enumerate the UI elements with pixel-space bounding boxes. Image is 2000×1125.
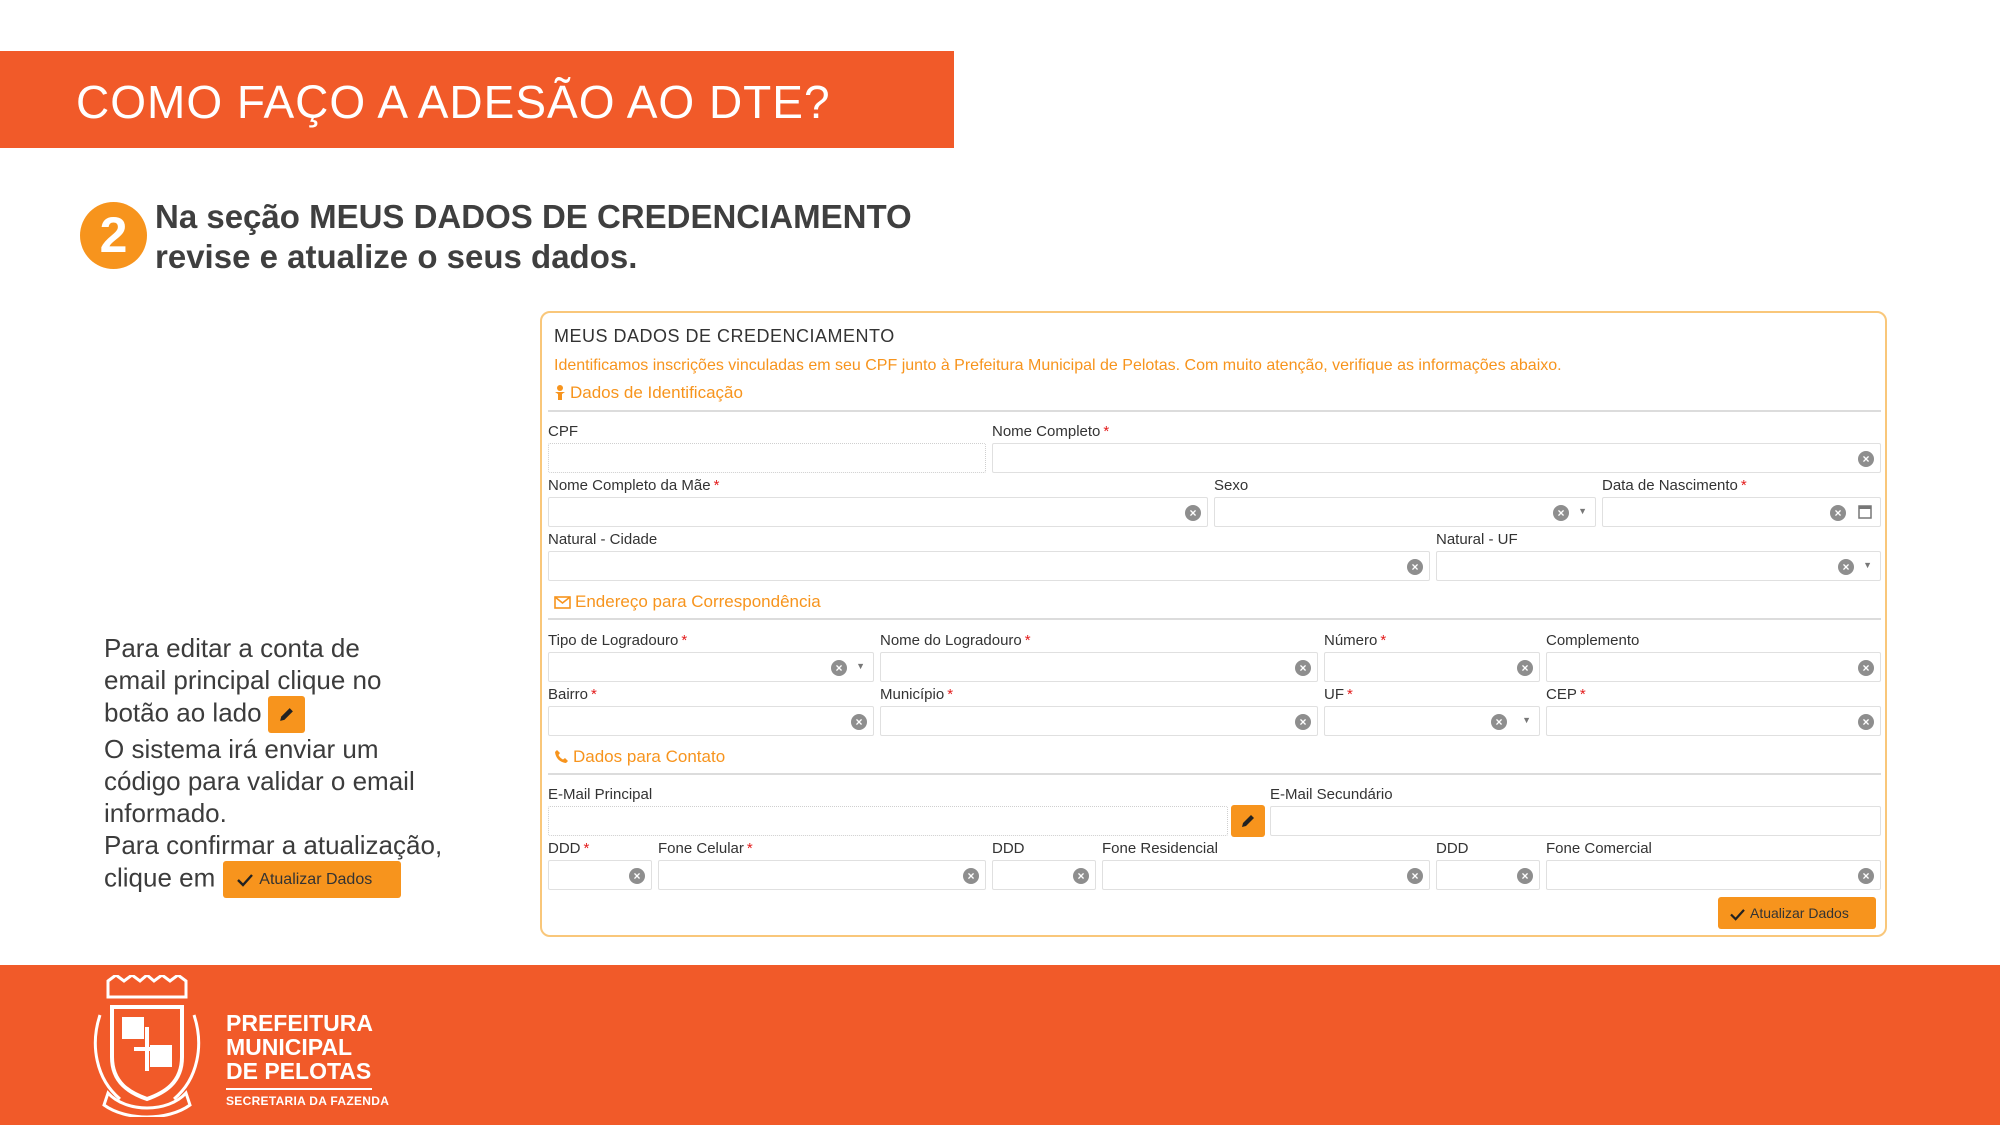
section-divider xyxy=(548,410,1881,412)
envelope-icon xyxy=(554,596,571,609)
clear-icon[interactable]: × xyxy=(1858,868,1874,884)
edit-email-button[interactable] xyxy=(1231,805,1265,837)
step-number-badge: 2 xyxy=(80,202,147,269)
calendar-icon xyxy=(1858,504,1872,519)
org-divider xyxy=(226,1088,372,1090)
phone-icon xyxy=(554,749,569,764)
email-secundario-input[interactable] xyxy=(1270,806,1881,836)
section-endereco-label: Endereço para Correspondência xyxy=(575,592,821,611)
instructions-line: O sistema irá enviar um xyxy=(104,734,379,764)
label-comercial: Fone Comercial xyxy=(1546,840,1652,857)
fone-comercial-input[interactable] xyxy=(1546,860,1881,890)
label-residencial: Fone Residencial xyxy=(1102,840,1218,857)
label-email-principal: E-Mail Principal xyxy=(548,786,653,803)
label-bairro: Bairro * xyxy=(548,686,597,703)
instructions-line: Para editar a conta de xyxy=(104,633,360,663)
step-line-2: revise e atualize o seus dados. xyxy=(155,238,638,275)
label-ddd-residencial: DDD xyxy=(992,840,1025,857)
ddd-residencial-input[interactable] xyxy=(992,860,1096,890)
label-logradouro: Nome do Logradouro * xyxy=(880,632,1031,649)
panel-info-text: Identificamos inscrições vinculadas em seu CPF junto à Prefeitura Municipal de Pelotas. Com muito atenção, verifique as informações abaixo. xyxy=(554,357,1562,374)
instructions xyxy=(104,632,504,898)
clear-icon[interactable]: × xyxy=(1517,868,1533,884)
nome-mae-input[interactable] xyxy=(548,497,1208,527)
label-cpf: CPF xyxy=(548,423,578,440)
clear-icon[interactable]: × xyxy=(1553,505,1569,521)
instructions-text: clique em xyxy=(104,862,216,893)
org-line-3: DE PELOTAS xyxy=(226,1058,372,1084)
org-line-2: MUNICIPAL xyxy=(226,1034,353,1060)
uf-select[interactable] xyxy=(1324,706,1540,736)
clear-icon[interactable]: × xyxy=(963,868,979,884)
fone-celular-input[interactable] xyxy=(658,860,986,890)
clear-icon[interactable]: × xyxy=(1830,505,1846,521)
label-tipo-logradouro: Tipo de Logradouro * xyxy=(548,632,688,649)
step-description xyxy=(155,197,912,277)
instructions-line: código para validar o email xyxy=(104,766,415,796)
section-endereco xyxy=(554,592,821,612)
clear-icon[interactable]: × xyxy=(1295,714,1311,730)
natural-cidade-input[interactable] xyxy=(548,551,1430,581)
instructions-line: email principal clique no xyxy=(104,665,382,695)
credentials-panel xyxy=(540,311,1887,937)
label-ddd-comercial: DDD xyxy=(1436,840,1469,857)
cep-input[interactable] xyxy=(1546,706,1881,736)
clear-icon[interactable]: × xyxy=(1407,559,1423,575)
user-icon xyxy=(554,385,566,400)
org-line-1: PREFEITURA xyxy=(226,1010,373,1036)
check-icon xyxy=(1730,908,1745,921)
label-uf: UF * xyxy=(1324,686,1353,703)
section-contato xyxy=(554,747,725,767)
pencil-icon xyxy=(268,696,305,733)
clear-icon[interactable]: × xyxy=(1491,714,1507,730)
instructions-line xyxy=(104,861,504,898)
label-uf-natural: Natural - UF xyxy=(1436,531,1518,548)
label-nascimento: Data de Nascimento * xyxy=(1602,477,1747,494)
label-cidade: Natural - Cidade xyxy=(548,531,658,548)
label-nome: Nome Completo * xyxy=(992,423,1110,440)
instructions-text: botão ao lado xyxy=(104,697,262,728)
label-municipio: Município * xyxy=(880,686,954,703)
clear-icon[interactable]: × xyxy=(1838,559,1854,575)
header-banner xyxy=(0,51,954,148)
clear-icon[interactable]: × xyxy=(1185,505,1201,521)
panel-title: MEUS DADOS DE CREDENCIAMENTO xyxy=(554,326,895,346)
caret-down-icon[interactable]: ▼ xyxy=(856,661,865,671)
section-divider xyxy=(548,773,1881,775)
instructions-line: informado. xyxy=(104,798,227,828)
ddd-comercial-input[interactable] xyxy=(1436,860,1540,890)
pencil-icon xyxy=(1240,813,1256,829)
section-identificacao-label: Dados de Identificação xyxy=(570,383,743,402)
label-sexo: Sexo xyxy=(1214,477,1249,494)
label-ddd-celular: DDD * xyxy=(548,840,590,857)
page-title: COMO FAÇO A ADESÃO AO DTE? xyxy=(76,76,831,128)
org-name xyxy=(226,1011,389,1108)
clear-icon[interactable]: × xyxy=(629,868,645,884)
clear-icon[interactable]: × xyxy=(1073,868,1089,884)
footer xyxy=(0,965,2000,1125)
update-data-label: Atualizar Dados xyxy=(1750,905,1849,921)
label-cep: CEP * xyxy=(1546,686,1586,703)
tipo-logradouro-select[interactable] xyxy=(548,652,874,682)
instructions-line xyxy=(104,696,504,733)
example-update-label: Atualizar Dados xyxy=(259,871,373,888)
section-divider xyxy=(548,618,1881,620)
clear-icon[interactable]: × xyxy=(1295,660,1311,676)
label-mae: Nome Completo da Mãe * xyxy=(548,477,720,494)
clear-icon[interactable]: × xyxy=(1858,451,1874,467)
caret-down-icon[interactable]: ▼ xyxy=(1578,506,1587,516)
caret-down-icon[interactable]: ▼ xyxy=(1863,560,1872,570)
clear-icon[interactable]: × xyxy=(1407,868,1423,884)
crest-logo xyxy=(86,975,208,1117)
complemento-input[interactable] xyxy=(1546,652,1881,682)
fone-residencial-input[interactable] xyxy=(1102,860,1430,890)
bairro-input[interactable] xyxy=(548,706,874,736)
sexo-select[interactable] xyxy=(1214,497,1596,527)
logradouro-input[interactable] xyxy=(880,652,1318,682)
caret-down-icon[interactable]: ▼ xyxy=(1522,715,1531,725)
cpf-input[interactable] xyxy=(548,443,986,473)
org-subtitle: SECRETARIA DA FAZENDA xyxy=(226,1094,390,1108)
ddd-celular-input[interactable] xyxy=(548,860,652,890)
check-icon xyxy=(237,873,253,887)
section-identificacao xyxy=(554,383,743,403)
label-celular: Fone Celular * xyxy=(658,840,753,857)
nome-completo-input[interactable] xyxy=(992,443,1881,473)
natural-uf-select[interactable] xyxy=(1436,551,1881,581)
clear-icon[interactable]: × xyxy=(1517,660,1533,676)
municipio-input[interactable] xyxy=(880,706,1318,736)
numero-input[interactable] xyxy=(1324,652,1540,682)
data-nascimento-input[interactable] xyxy=(1602,497,1881,527)
instructions-line: Para confirmar a atualização, xyxy=(104,830,443,860)
example-update-button xyxy=(223,861,401,898)
email-principal-input[interactable] xyxy=(548,806,1228,836)
section-contato-label: Dados para Contato xyxy=(573,747,726,766)
clear-icon[interactable]: × xyxy=(831,660,847,676)
clear-icon[interactable]: × xyxy=(851,714,867,730)
update-data-button[interactable] xyxy=(1718,897,1876,929)
label-email-secundario: E-Mail Secundário xyxy=(1270,786,1393,803)
clear-icon[interactable]: × xyxy=(1858,714,1874,730)
step-line-1: Na seção MEUS DADOS DE CREDENCIAMENTO xyxy=(155,198,912,235)
clear-icon[interactable]: × xyxy=(1858,660,1874,676)
label-complemento: Complemento xyxy=(1546,632,1640,649)
label-numero: Número * xyxy=(1324,632,1387,649)
